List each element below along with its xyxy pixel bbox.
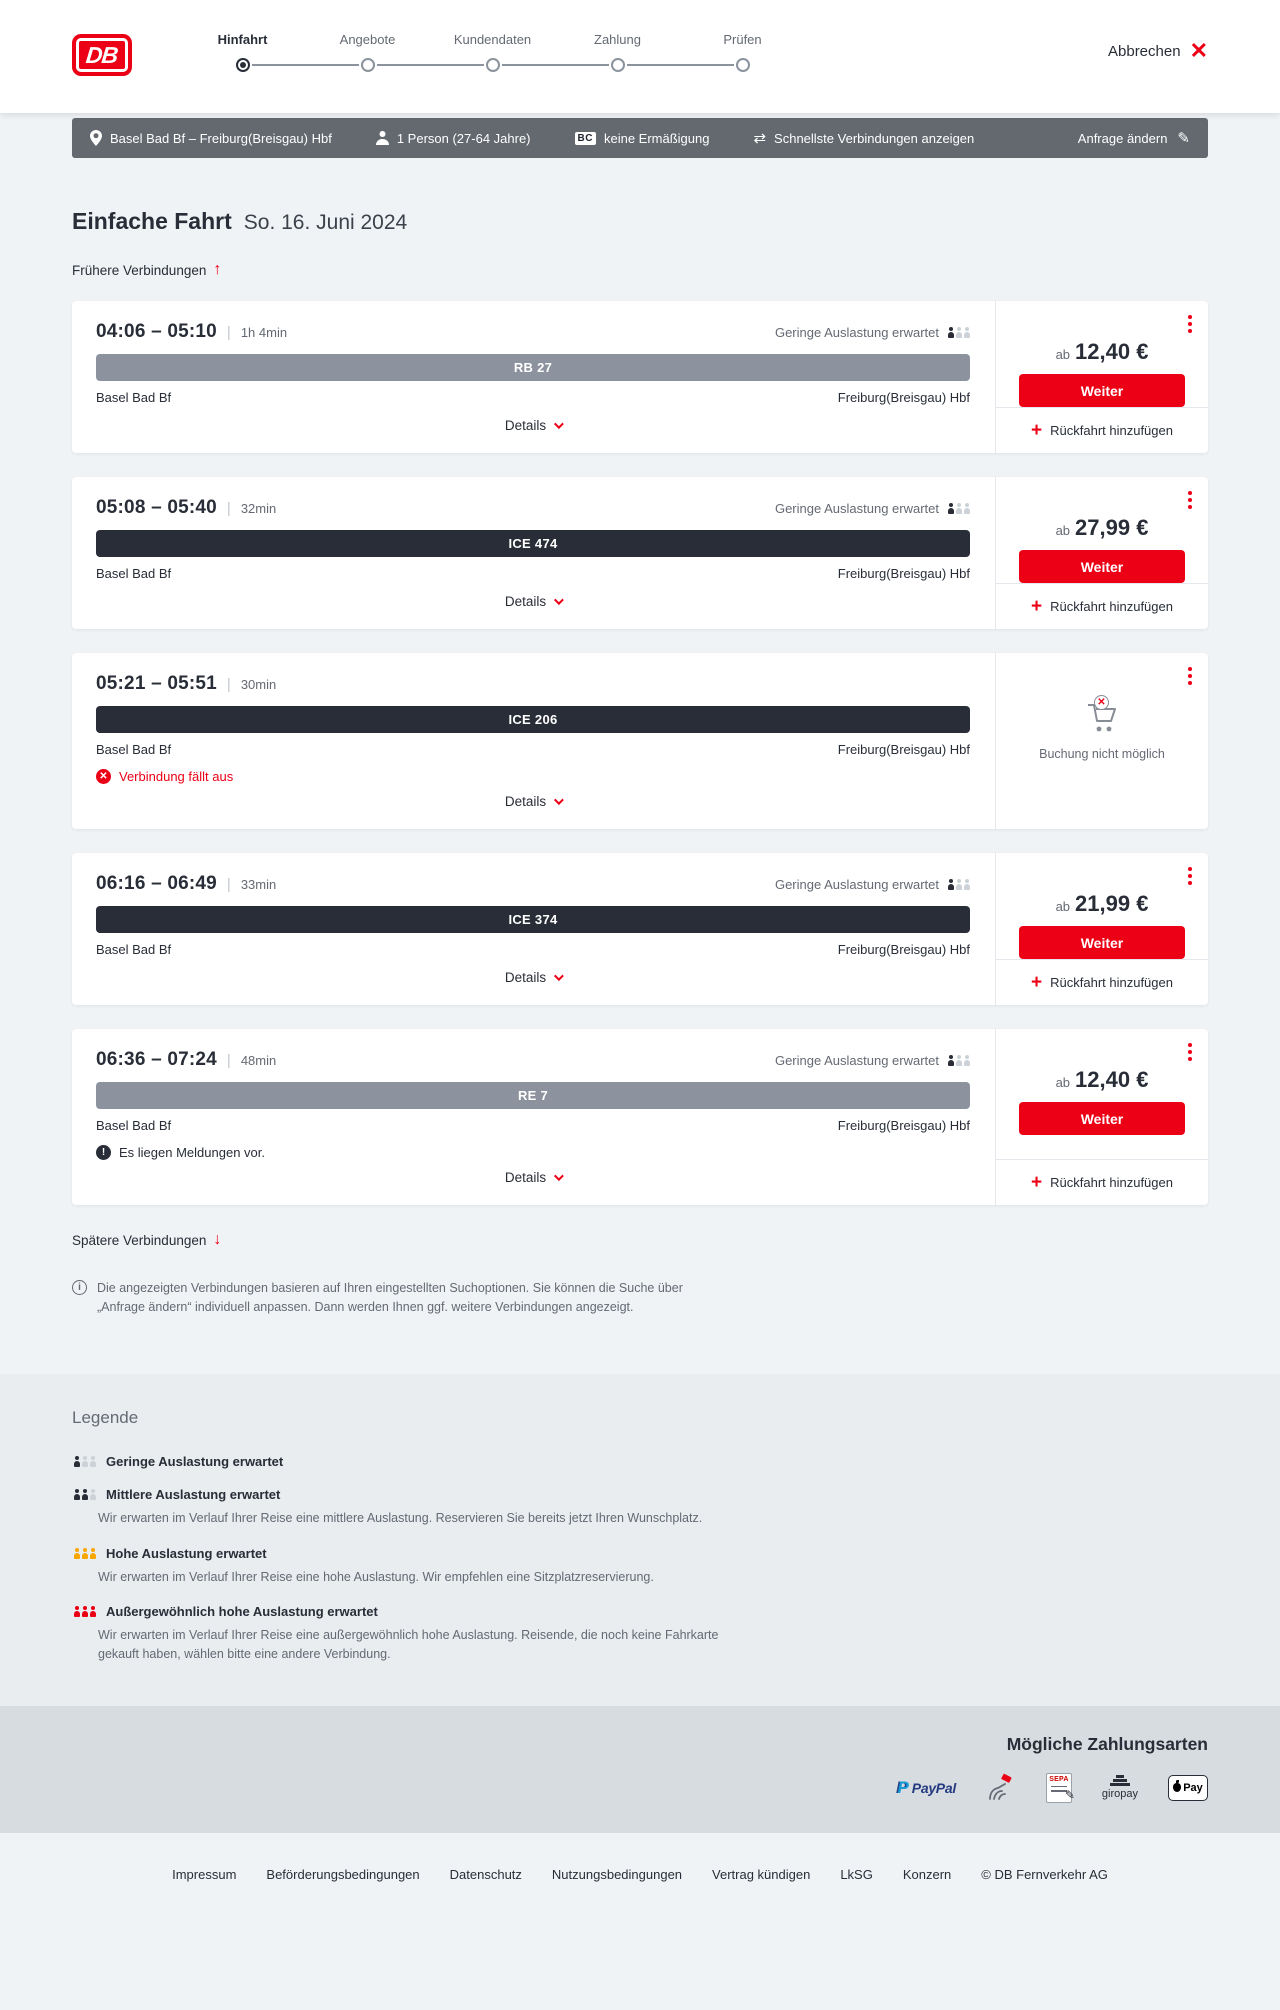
chevron-down-icon	[554, 1171, 564, 1181]
price: ab 12,40 €	[1055, 1067, 1149, 1092]
overflow-menu[interactable]	[1186, 1041, 1194, 1063]
earlier-label: Frühere Verbindungen	[72, 262, 207, 278]
connection-card: 06:16 – 06:49 | 33min Geringe Auslastung erwartet ICE 374 Basel Bad Bf Freiburg(Breisgau) Hbf Details ab 21,99 € Weiter + Rückfahrt hinzufügen	[72, 853, 1208, 1005]
modify-request-button[interactable]	[1078, 131, 1190, 146]
step-label: Angebote	[339, 32, 396, 47]
origin-station: Basel Bad Bf	[96, 390, 172, 405]
price-amount: 27,99 €	[1075, 515, 1149, 540]
connection-duration: 32min	[240, 501, 277, 516]
connection-duration: 1h 4min	[240, 325, 288, 340]
trip-date: So. 16. Juni 2024	[243, 211, 408, 234]
price: ab 21,99 €	[1055, 891, 1149, 916]
step-label: Zahlung	[594, 32, 641, 47]
overflow-menu[interactable]	[1186, 865, 1194, 887]
occupancy-label: Geringe Auslastung erwartet	[774, 325, 939, 340]
weiter-button[interactable]: Weiter	[1019, 926, 1185, 959]
train-label: ICE 206	[508, 712, 558, 727]
discount-text: keine Ermäßigung	[603, 130, 710, 146]
step-dot	[486, 58, 500, 72]
step-label: Hinfahrt	[217, 32, 268, 47]
legend-item-desc: Wir erwarten im Verlauf Ihrer Reise eine mittlere Auslastung. Reservieren Sie bereits jetzt Ihren Wunschplatz.	[98, 1510, 703, 1525]
step-zahlung[interactable]	[555, 32, 680, 72]
legend-item-exceptional: Außergewöhnlich hohe Auslastung erwartet Wir erwarten im Verlauf Ihrer Reise eine außergewöhnlich hohe Auslastung. Reisende, die noch keine Fahrkarte gekauft haben, wählen bitte eine andere Verbindung.	[72, 1604, 1208, 1664]
occupancy-exceptional-icon	[72, 1606, 96, 1617]
destination-station: Freiburg(Breisgau) Hbf	[837, 742, 970, 757]
footer-link-konzern[interactable]: Konzern	[902, 1867, 952, 1883]
details-toggle[interactable]: Details	[505, 784, 561, 817]
cancel-button[interactable]	[1108, 40, 1208, 62]
legend-item-high: Hohe Auslastung erwartet Wir erwarten im Verlauf Ihrer Reise eine hohe Auslastung. Wir empfehlen eine Sitzplatzreservierung.	[72, 1546, 1208, 1587]
origin-station: Basel Bad Bf	[96, 566, 172, 581]
price: ab 12,40 €	[1055, 339, 1149, 364]
step-hinfahrt[interactable]	[180, 32, 305, 72]
route-text: Basel Bad Bf – Freiburg(Breisgau) Hbf	[110, 130, 332, 146]
legend-item-desc: Wir erwarten im Verlauf Ihrer Reise eine außergewöhnlich hohe Auslastung. Reisende, die noch keine Fahrkarte gekauft haben, wählen bitte eine andere Verbindung.	[98, 1628, 719, 1661]
occupancy-low-icon	[946, 327, 970, 338]
location-pin-icon	[90, 130, 102, 146]
trip-type-title: Einfache Fahrt	[72, 208, 232, 234]
plus-icon: +	[1031, 420, 1043, 441]
price-amount: 12,40 €	[1075, 1067, 1149, 1092]
hand-card-icon	[986, 1773, 1016, 1803]
destination-station: Freiburg(Breisgau) Hbf	[837, 942, 970, 957]
payments-title: Mögliche Zahlungsarten	[1006, 1733, 1208, 1754]
plus-icon: +	[1031, 596, 1043, 617]
details-toggle[interactable]: Details	[505, 960, 561, 993]
search-summary-bar	[72, 118, 1208, 158]
note-text: Die angezeigten Verbindungen basieren auf Ihren eingestellten Suchoptionen. Sie können die Suche über „Anfrage ändern“ individuell anpassen. Dann werden Ihnen ggf. weitere Verbindungen angezeigt.	[97, 1281, 683, 1315]
occupancy-label: Geringe Auslastung erwartet	[774, 1053, 939, 1068]
step-angebote[interactable]	[305, 32, 430, 72]
person-icon	[376, 131, 389, 145]
train-bar	[96, 530, 970, 557]
pencil-icon: ✎	[1064, 1787, 1075, 1802]
overflow-menu[interactable]	[1186, 489, 1194, 511]
connection-card: 04:06 – 05:10 | 1h 4min Geringe Auslastung erwartet RB 27 Basel Bad Bf Freiburg(Breisgau) Hbf Details ab 12,40 € Weiter + Rückfahrt hinzufügen	[72, 301, 1208, 453]
price-amount: 12,40 €	[1075, 339, 1149, 364]
db-logo-text: DB	[85, 41, 120, 68]
occupancy-low-icon	[946, 1055, 970, 1066]
destination-station: Freiburg(Breisgau) Hbf	[837, 566, 970, 581]
footer-link-nutzungsbedingungen[interactable]: Nutzungsbedingungen	[551, 1867, 683, 1883]
passenger-summary	[376, 131, 531, 146]
weiter-button[interactable]: Weiter	[1019, 550, 1185, 583]
origin-station: Basel Bad Bf	[96, 742, 172, 757]
occupancy-indicator	[775, 325, 970, 340]
origin-station: Basel Bad Bf	[96, 942, 172, 957]
train-label: RE 7	[517, 1088, 549, 1103]
occupancy-label: Geringe Auslastung erwartet	[774, 877, 939, 892]
chevron-down-icon	[554, 595, 564, 605]
train-label: ICE 374	[508, 912, 558, 927]
step-dot	[736, 58, 750, 72]
connection-times: 05:21 – 05:51	[96, 673, 217, 694]
occupancy-low-icon	[72, 1456, 96, 1467]
legend-item-desc: Wir erwarten im Verlauf Ihrer Reise eine hohe Auslastung. Wir empfehlen eine Sitzplatzreservierung.	[98, 1569, 654, 1584]
add-return-button[interactable]: + Rückfahrt hinzufügen	[996, 407, 1208, 453]
connection-card-cancelled: 05:21 – 05:51 | 30min ICE 206 Basel Bad Bf Freiburg(Breisgau) Hbf ✕ Verbindung fällt aus Details ✕ Buchung nicht möglich	[72, 653, 1208, 829]
page-title	[72, 208, 1208, 235]
overflow-menu[interactable]	[1186, 665, 1194, 687]
pencil-icon: ✎	[1177, 129, 1190, 147]
connection-duration: 30min	[240, 677, 277, 692]
weiter-button[interactable]: Weiter	[1019, 374, 1185, 407]
bahncard-icon: BC	[575, 132, 596, 145]
cancel-label: Abbrechen	[1108, 42, 1181, 60]
chevron-down-icon	[554, 419, 564, 429]
arrow-down-icon: ↓	[213, 1231, 222, 1248]
page-footer	[0, 1833, 1280, 1917]
giropay-icon	[1102, 1775, 1138, 1800]
occupancy-indicator	[775, 501, 970, 516]
messages-notice: ! Es liegen Meldungen vor.	[96, 1145, 970, 1160]
close-icon: ✕	[1189, 38, 1208, 63]
train-bar	[96, 1082, 970, 1109]
payments-section	[0, 1706, 1280, 1833]
cancellation-notice: ✕ Verbindung fällt aus	[96, 769, 970, 784]
legend-item-low: Geringe Auslastung erwartet	[72, 1454, 1208, 1469]
paypal-label: PayPal	[911, 1779, 956, 1796]
occupancy-medium-icon	[72, 1489, 96, 1500]
chevron-down-icon	[554, 795, 564, 805]
step-pruefen[interactable]	[680, 32, 805, 72]
cross-badge-icon: ✕	[1094, 695, 1109, 710]
occupancy-high-icon	[72, 1548, 96, 1559]
fastest-text: Schnellste Verbindungen anzeigen	[774, 130, 975, 146]
origin-station: Basel Bad Bf	[96, 1118, 172, 1133]
step-label: Kundendaten	[453, 32, 532, 47]
fastest-connections-toggle[interactable]	[753, 131, 974, 146]
earlier-connections-link[interactable]	[72, 261, 221, 279]
route-summary	[90, 130, 332, 146]
details-toggle[interactable]: Details	[505, 1160, 561, 1193]
connection-times: 05:08 – 05:40	[96, 497, 217, 518]
discount-summary	[575, 131, 710, 146]
progress-stepper	[180, 32, 805, 72]
details-toggle[interactable]: Details	[505, 408, 561, 441]
footer-link-impressum[interactable]: Impressum	[172, 1867, 237, 1883]
step-dot-active	[236, 58, 250, 72]
train-bar	[96, 906, 970, 933]
results-main	[0, 208, 1280, 1374]
add-return-button[interactable]: + Rückfahrt hinzufügen	[996, 583, 1208, 629]
train-bar	[96, 706, 970, 733]
later-label: Spätere Verbindungen	[72, 1232, 207, 1248]
destination-station: Freiburg(Breisgau) Hbf	[837, 390, 970, 405]
cart-crossed-icon	[1082, 699, 1122, 735]
plus-icon: +	[1031, 1172, 1043, 1193]
apple-pay-icon	[1168, 1775, 1208, 1801]
footer-link-datenschutz[interactable]: Datenschutz	[449, 1867, 522, 1883]
step-dot	[611, 58, 625, 72]
train-bar	[96, 354, 970, 381]
occupancy-low-icon	[946, 503, 970, 514]
later-connections-link[interactable]	[72, 1231, 221, 1249]
sepa-label: SEPA	[1049, 1775, 1069, 1783]
add-return-button[interactable]: + Rückfahrt hinzufügen	[996, 959, 1208, 1005]
details-toggle[interactable]: Details	[505, 584, 561, 617]
modify-text: Anfrage ändern	[1077, 130, 1168, 146]
connection-duration: 33min	[240, 877, 277, 892]
train-label: RB 27	[513, 360, 553, 375]
swap-arrows-icon: ⇄	[753, 129, 767, 147]
weiter-button[interactable]: Weiter	[1019, 1102, 1185, 1135]
apple-pay-label: Pay	[1183, 1781, 1203, 1794]
info-icon: i	[72, 1280, 87, 1295]
occupancy-indicator	[775, 877, 970, 892]
connection-times: 04:06 – 05:10	[96, 321, 217, 342]
copyright: © DB Fernverkehr AG	[981, 1867, 1108, 1883]
giropay-label: giropay	[1101, 1788, 1138, 1801]
plus-icon: +	[1031, 972, 1043, 993]
search-options-note	[72, 1279, 1208, 1374]
footer-link-befoerderungsbedingungen[interactable]: Beförderungsbedingungen	[266, 1867, 420, 1883]
price: ab 27,99 €	[1055, 515, 1149, 540]
not-bookable-label: Buchung nicht möglich	[1039, 747, 1165, 761]
paypal-icon: P PayPal	[897, 1777, 956, 1797]
legend-section	[0, 1374, 1280, 1706]
connection-card: 06:36 – 07:24 | 48min Geringe Auslastung erwartet RE 7 Basel Bad Bf Freiburg(Breisgau) Hbf ! Es liegen Meldungen vor. Details ab 12,40 € Weiter + Rückfahrt hinzufügen	[72, 1029, 1208, 1205]
step-label: Prüfen	[723, 32, 762, 47]
connection-duration: 48min	[240, 1053, 277, 1068]
legend-title: Legende	[72, 1407, 139, 1427]
overflow-menu[interactable]	[1186, 313, 1194, 335]
step-dot	[361, 58, 375, 72]
connection-times: 06:36 – 07:24	[96, 1049, 217, 1070]
step-kundendaten[interactable]	[430, 32, 555, 72]
legend-item-medium: Mittlere Auslastung erwartet Wir erwarten im Verlauf Ihrer Reise eine mittlere Auslastung. Reservieren Sie bereits jetzt Ihren Wunschplatz.	[72, 1487, 1208, 1528]
db-logo[interactable]	[72, 34, 132, 76]
app-header	[0, 0, 1280, 113]
cancelled-icon: ✕	[96, 769, 111, 784]
occupancy-low-icon	[946, 879, 970, 890]
arrow-up-icon: ↑	[213, 261, 222, 278]
footer-link-vertrag-kuendigen[interactable]: Vertrag kündigen	[712, 1867, 811, 1883]
occupancy-indicator	[775, 1053, 970, 1068]
price-amount: 21,99 €	[1075, 891, 1149, 916]
footer-link-lksg[interactable]: LkSG	[840, 1867, 873, 1883]
chevron-down-icon	[554, 971, 564, 981]
destination-station: Freiburg(Breisgau) Hbf	[837, 1118, 970, 1133]
not-bookable	[1039, 699, 1165, 761]
train-label: ICE 474	[508, 536, 558, 551]
connection-card: 05:08 – 05:40 | 32min Geringe Auslastung erwartet ICE 474 Basel Bad Bf Freiburg(Breisgau) Hbf Details ab 27,99 € Weiter + Rückfahrt hinzufügen	[72, 477, 1208, 629]
alert-icon: !	[96, 1145, 111, 1160]
sepa-lastschrift-icon	[1046, 1773, 1075, 1803]
occupancy-label: Geringe Auslastung erwartet	[774, 501, 939, 516]
connection-times: 06:16 – 06:49	[96, 873, 217, 894]
passenger-text: 1 Person (27-64 Jahre)	[396, 130, 531, 146]
add-return-button[interactable]: + Rückfahrt hinzufügen	[996, 1159, 1208, 1205]
